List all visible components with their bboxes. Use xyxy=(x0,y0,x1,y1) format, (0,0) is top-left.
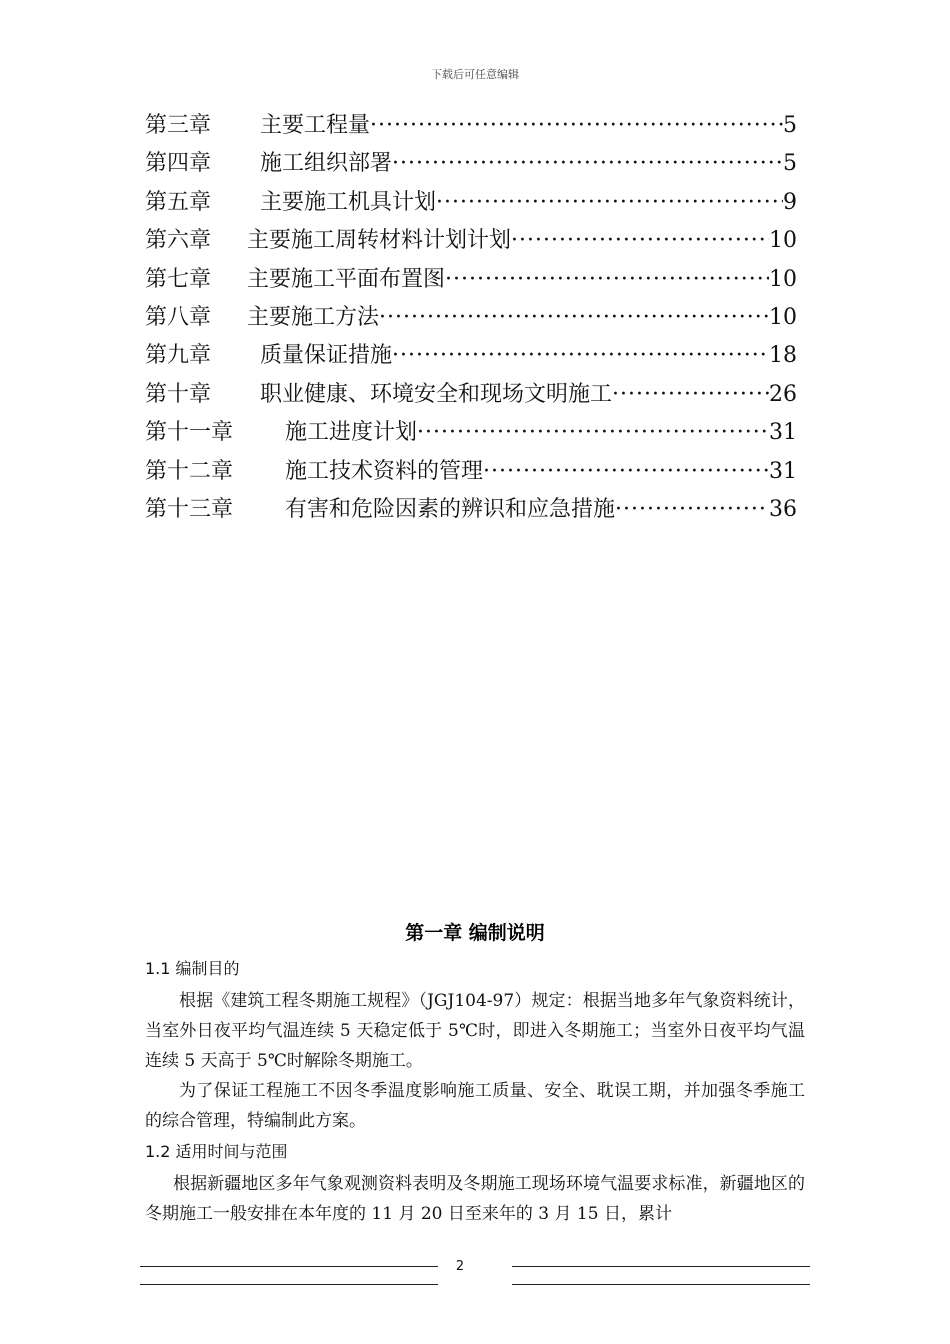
toc-title: 主要施工周转材料计划计划 xyxy=(247,228,512,254)
toc-leader xyxy=(615,497,769,522)
toc-title: 质量保证措施 xyxy=(260,343,393,369)
toc-chapter: 第九章 xyxy=(145,343,212,369)
toc-page-number: 36 xyxy=(769,496,797,522)
toc-page-number: 5 xyxy=(783,151,797,177)
header-note: 下载后可任意编辑 xyxy=(431,68,519,81)
toc-title: 主要施工机具计划 xyxy=(260,189,437,215)
toc-leader xyxy=(445,267,769,292)
toc-entry[interactable] xyxy=(145,338,797,376)
toc-chapter: 第八章 xyxy=(145,304,212,330)
toc-page-number: 31 xyxy=(769,458,797,484)
toc-page-number: 9 xyxy=(783,189,797,215)
toc-title: 施工技术资料的管理 xyxy=(285,458,484,484)
toc-chapter: 第十一章 xyxy=(145,420,234,446)
toc-page-number: 10 xyxy=(769,266,797,292)
toc-page-number: 31 xyxy=(769,420,797,446)
toc-entry[interactable] xyxy=(145,492,797,530)
toc-leader xyxy=(511,228,769,253)
toc-entry[interactable] xyxy=(145,185,797,223)
toc-page-number: 5 xyxy=(783,113,797,138)
paragraph: 根据新疆地区多年气象观测资料表明及冬期施工现场环境气温要求标准，新疆地区的冬期施工一般安排在本年度的 11 月 20 日至来年的 3 月 15 日，累计 xyxy=(145,1174,805,1224)
page-footer xyxy=(0,1256,950,1296)
toc-entry[interactable] xyxy=(145,108,797,146)
toc-title: 施工组织部署 xyxy=(260,151,393,177)
toc-page-number: 10 xyxy=(769,304,797,330)
toc-entry[interactable] xyxy=(145,377,797,415)
toc-leader xyxy=(392,343,769,368)
toc-title: 职业健康、环境安全和现场文明施工 xyxy=(260,381,613,407)
toc-page-number: 10 xyxy=(769,228,797,254)
toc-chapter: 第六章 xyxy=(145,228,212,254)
toc-chapter: 第五章 xyxy=(145,189,212,215)
footer-rule xyxy=(512,1284,810,1285)
section-1-1 xyxy=(145,956,805,1136)
paragraph: 根据《建筑工程冬期施工规程》（JGJ104-97）规定：根据当地多年气象资料统计，当室外日夜平均气温连续 5 天稳定低于 5℃时，即进入冬期施工；当室外日夜平均气温连续 5 天高于 5℃时解除冬期施工。 xyxy=(145,991,805,1071)
toc-entry[interactable] xyxy=(145,300,797,338)
toc-entry[interactable] xyxy=(145,415,797,453)
toc-leader xyxy=(436,190,783,215)
toc-title: 主要施工平面布置图 xyxy=(247,266,446,292)
toc-leader xyxy=(379,305,769,330)
toc-chapter: 第十三章 xyxy=(145,496,234,522)
toc-page-number: 18 xyxy=(769,343,797,369)
footer-rule xyxy=(140,1266,438,1267)
toc-leader xyxy=(392,151,783,176)
toc-chapter: 第十二章 xyxy=(145,458,234,484)
toc-page-number: 26 xyxy=(769,381,797,407)
toc-leader xyxy=(483,459,769,484)
table-of-contents xyxy=(145,108,797,530)
section-title: 1.1 编制目的 xyxy=(145,959,240,978)
toc-leader xyxy=(612,382,769,407)
paragraph: 为了保证工程施工不因冬季温度影响施工质量、安全、耽误工期，并加强冬季施工的综合管理，特编制此方案。 xyxy=(145,1081,805,1131)
section-1-2 xyxy=(145,1139,805,1229)
toc-entry[interactable] xyxy=(145,454,797,492)
footer-rule xyxy=(140,1284,438,1285)
toc-title: 主要工程量 xyxy=(260,113,371,138)
toc-chapter: 第四章 xyxy=(145,151,212,177)
toc-leader xyxy=(370,113,783,138)
chapter-heading: 第一章 编制说明 xyxy=(405,922,545,944)
section-title: 1.2 适用时间与范围 xyxy=(145,1142,288,1161)
toc-chapter: 第七章 xyxy=(145,266,212,292)
toc-title: 主要施工方法 xyxy=(247,304,380,330)
toc-chapter: 第三章 xyxy=(145,113,212,138)
footer-rule xyxy=(512,1266,810,1267)
toc-chapter: 第十章 xyxy=(145,381,212,407)
toc-entry[interactable] xyxy=(145,223,797,261)
toc-entry[interactable] xyxy=(145,146,797,184)
toc-leader xyxy=(417,420,769,445)
page-number: 2 xyxy=(455,1259,465,1274)
toc-title: 施工进度计划 xyxy=(285,420,418,446)
toc-entry[interactable] xyxy=(145,262,797,300)
toc-title: 有害和危险因素的辨识和应急措施 xyxy=(285,496,616,522)
